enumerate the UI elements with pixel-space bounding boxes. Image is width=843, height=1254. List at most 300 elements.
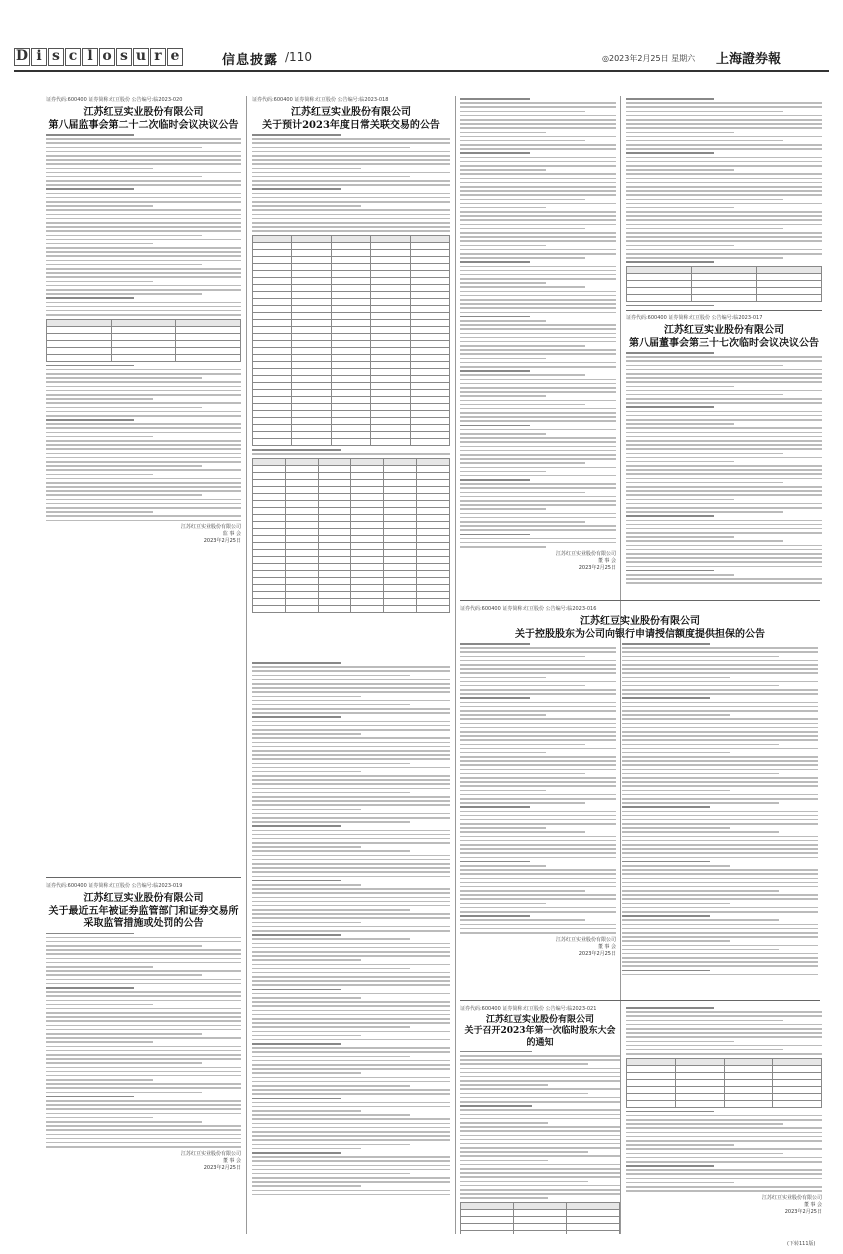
text-line: [460, 1126, 620, 1128]
text-line: [622, 651, 818, 653]
table-cell: [384, 514, 417, 521]
wordmark-letter: D: [15, 48, 29, 64]
text-line: [252, 1156, 450, 1158]
text-line: [622, 961, 818, 963]
table-row: [253, 235, 450, 242]
text-line: [460, 333, 616, 335]
text-line: [622, 831, 779, 833]
text-line: [626, 261, 714, 263]
table-cell: [384, 577, 417, 584]
table-cell: [675, 1100, 724, 1107]
text-line: [252, 767, 450, 769]
table-cell: [285, 542, 318, 549]
table-cell: [253, 270, 292, 277]
text-line: [460, 132, 546, 134]
text-line: [626, 157, 822, 159]
text-line: [252, 1177, 450, 1179]
text-line: [460, 1109, 620, 1111]
table-cell: [410, 340, 449, 347]
text-line: [460, 475, 616, 477]
text-line: [46, 983, 241, 985]
article-body: [46, 365, 241, 522]
signature-company: 江苏红豆实业股份有限公司: [761, 1194, 822, 1201]
text-line: [46, 1134, 241, 1136]
table-row: [253, 270, 450, 277]
table-cell: [292, 340, 331, 347]
table-cell: [318, 472, 351, 479]
text-line: [460, 1176, 620, 1178]
table-cell: [410, 277, 449, 284]
text-line: [626, 469, 822, 471]
wordmark-letter: u: [133, 48, 149, 66]
text-line: [460, 307, 616, 309]
text-line: [460, 1114, 620, 1116]
text-line: [252, 951, 450, 953]
text-line: [252, 1043, 341, 1045]
text-line: [252, 964, 450, 966]
table-cell: [567, 1216, 620, 1223]
text-line: [252, 201, 450, 203]
text-line: [46, 478, 241, 480]
text-line: [252, 151, 450, 153]
table-cell: [371, 326, 410, 333]
text-line: [622, 865, 730, 867]
text-line: [46, 151, 241, 153]
text-line: [626, 356, 822, 358]
text-line: [460, 919, 585, 921]
title-line: 关于预计2023年度日常关联交易的公告: [262, 119, 440, 131]
text-line: [460, 471, 546, 473]
data-table: [460, 1202, 620, 1234]
signature-body: 董 事 会: [597, 557, 616, 564]
text-line: [252, 922, 361, 924]
table-cell: [371, 319, 410, 326]
table-cell: [292, 333, 331, 340]
text-line: [460, 1122, 548, 1124]
table-cell: [461, 1230, 514, 1234]
table-cell: [253, 382, 292, 389]
table-cell: [371, 438, 410, 445]
text-line: [626, 152, 714, 154]
table-cell: [253, 291, 292, 298]
article-signature: [460, 937, 616, 958]
table-cell: [351, 465, 384, 472]
table-cell: [675, 1058, 724, 1065]
text-line: [252, 1093, 450, 1095]
text-line: [460, 1168, 620, 1170]
table-cell: [384, 570, 417, 577]
text-line: [46, 958, 241, 960]
table-row: [253, 535, 450, 542]
text-line: [46, 1121, 202, 1123]
article-body: [626, 98, 822, 263]
text-line: [460, 1147, 620, 1149]
table-cell: [410, 375, 449, 382]
article-meta: 证券代码:600400 证券简称:红豆股份 公告编号:临2023-021: [460, 1006, 597, 1012]
text-line: [622, 811, 818, 813]
text-line: [46, 1000, 241, 1002]
text-line: [460, 194, 616, 196]
table-cell: [384, 500, 417, 507]
text-line: [460, 861, 530, 863]
text-line: [460, 744, 585, 746]
text-line: [460, 1130, 620, 1132]
table-cell: [417, 577, 450, 584]
text-line: [626, 249, 822, 251]
text-line: [460, 257, 585, 259]
text-line: [460, 353, 616, 355]
table-cell: [253, 298, 292, 305]
text-line: [460, 928, 616, 930]
text-line: [46, 415, 241, 417]
text-line: [460, 831, 585, 833]
table-row: [253, 591, 450, 598]
text-line: [460, 207, 546, 209]
text-line: [626, 478, 822, 480]
table-cell: [371, 249, 410, 256]
table-cell: [253, 305, 292, 312]
text-line: [252, 842, 450, 844]
signature-date: 2023年2月25日: [784, 1208, 822, 1215]
table-cell: [253, 577, 286, 584]
text-line: [252, 1010, 450, 1012]
text-line: [46, 945, 202, 947]
text-line: [626, 127, 822, 129]
text-line: [252, 846, 361, 848]
table-cell: [371, 235, 410, 242]
text-line: [460, 111, 585, 113]
wordmark-letter: c: [65, 48, 81, 66]
text-line: [622, 940, 730, 942]
table-cell: [285, 500, 318, 507]
text-line: [252, 834, 450, 836]
text-line: [46, 188, 134, 190]
table-cell: [371, 340, 410, 347]
text-line: [252, 880, 341, 882]
text-line: [46, 474, 153, 476]
text-line: [46, 490, 241, 492]
text-line: [252, 679, 450, 681]
table-cell: [410, 326, 449, 333]
text-line: [460, 320, 546, 322]
text-line: [460, 668, 616, 670]
table-cell: [253, 479, 286, 486]
text-line: [46, 226, 241, 228]
table-cell: [253, 263, 292, 270]
text-line: [460, 764, 616, 766]
article-meta: 证券代码:600400 证券简称:红豆股份 公告编号:临2023-019: [46, 883, 183, 889]
table-cell: [351, 570, 384, 577]
table-row: [253, 479, 450, 486]
table-row: [253, 312, 450, 319]
text-line: [626, 123, 822, 125]
text-line: [460, 366, 616, 368]
table-cell: [410, 347, 449, 354]
wordmark-letter: s: [116, 48, 132, 66]
text-line: [252, 947, 450, 949]
text-line: [46, 147, 202, 149]
text-line: [46, 1108, 241, 1110]
text-line: [626, 570, 714, 572]
table-cell: [351, 556, 384, 563]
table-cell: [410, 354, 449, 361]
table-cell: [285, 535, 318, 542]
text-line: [46, 247, 241, 249]
article-separator: [46, 877, 241, 878]
text-line: [46, 1087, 241, 1089]
article-meta: 证券代码:600400 证券简称:红豆股份 公告编号:临2023-020: [46, 97, 183, 103]
table-row: [461, 1216, 620, 1223]
table-cell: [417, 507, 450, 514]
text-line: [626, 490, 822, 492]
text-line: [460, 219, 616, 221]
text-line: [626, 365, 783, 367]
table-row: [461, 1223, 620, 1230]
signature-date: 2023年2月25日: [578, 564, 616, 571]
text-line: [46, 520, 241, 522]
text-line: [460, 1105, 532, 1107]
article-board-resolution: [626, 314, 822, 598]
text-line: [622, 840, 818, 842]
text-line: [252, 788, 450, 790]
text-line: [252, 763, 410, 765]
table-cell: [351, 521, 384, 528]
title-line: 第八届监事会第二十二次临时会议决议公告: [48, 119, 239, 131]
article-body: [252, 449, 450, 455]
text-line: [460, 274, 616, 276]
text-line: [46, 1025, 241, 1027]
signature-date: 2023年2月25日: [203, 1164, 241, 1171]
text-line: [460, 1080, 620, 1082]
text-line: [46, 1083, 241, 1085]
text-line: [46, 1016, 241, 1018]
text-line: [622, 685, 779, 687]
text-line: [622, 777, 818, 779]
text-line: [460, 483, 616, 485]
text-line: [626, 253, 822, 255]
table-row: [253, 410, 450, 417]
text-line: [460, 542, 616, 544]
table-cell: [417, 563, 450, 570]
article-title: [46, 893, 241, 931]
table-cell: [410, 403, 449, 410]
text-line: [252, 1039, 450, 1041]
article-column: [622, 641, 818, 978]
table-cell: [461, 1223, 514, 1230]
table-cell: [773, 1058, 822, 1065]
text-line: [46, 1041, 153, 1043]
text-line: [252, 771, 361, 773]
text-line: [626, 211, 822, 213]
text-line: [460, 140, 585, 142]
text-line: [460, 1181, 588, 1183]
table-cell: [675, 1079, 724, 1086]
text-line: [252, 700, 450, 702]
text-line: [460, 702, 616, 704]
table-cell: [285, 493, 318, 500]
text-line: [46, 255, 241, 257]
text-line: [46, 494, 202, 496]
table-cell: [371, 242, 410, 249]
text-line: [460, 886, 616, 888]
article-body: [46, 134, 241, 316]
text-line: [622, 647, 818, 649]
data-table: [626, 1058, 822, 1108]
text-line: [46, 1054, 241, 1056]
text-line: [460, 136, 616, 138]
text-line: [460, 479, 530, 481]
text-line: [622, 660, 818, 662]
text-line: [626, 507, 822, 509]
text-line: [626, 457, 822, 459]
table-cell: [318, 542, 351, 549]
text-line: [622, 823, 818, 825]
table-cell: [331, 235, 370, 242]
text-line: [252, 897, 450, 899]
text-line: [46, 423, 241, 425]
table-cell: [331, 368, 370, 375]
table-cell: [371, 277, 410, 284]
table-cell: [417, 549, 450, 556]
table-cell: [675, 1093, 724, 1100]
table-cell: [292, 263, 331, 270]
text-line: [252, 209, 450, 211]
article-guarantee: [460, 605, 820, 995]
text-line: [46, 214, 241, 216]
table-cell: [253, 284, 292, 291]
text-line: [46, 1058, 241, 1060]
table-cell: [253, 375, 292, 382]
text-line: [46, 402, 241, 404]
text-line: [252, 729, 450, 731]
table-row: [253, 438, 450, 445]
table-row: [253, 472, 450, 479]
masthead-rule: [14, 70, 829, 72]
article-body: [622, 643, 818, 975]
text-line: [622, 945, 818, 947]
table-cell: [627, 280, 692, 287]
text-line: [252, 1051, 450, 1053]
text-line: [622, 861, 710, 863]
text-line: [252, 850, 410, 852]
text-line: [622, 974, 818, 976]
table-cell: [417, 542, 450, 549]
text-line: [460, 1118, 620, 1120]
text-line: [252, 1139, 450, 1141]
table-cell: [331, 319, 370, 326]
text-line: [460, 232, 616, 234]
continued-on-page-note: (下转111版): [787, 1241, 816, 1247]
text-line: [622, 869, 818, 871]
table-row: [253, 305, 450, 312]
text-line: [46, 142, 241, 144]
table-cell: [253, 340, 292, 347]
table-cell: [318, 577, 351, 584]
article-related-transactions-continued: [252, 660, 450, 1234]
table-cell: [292, 319, 331, 326]
table-cell: [410, 396, 449, 403]
text-line: [460, 693, 616, 695]
table-row: [253, 242, 450, 249]
text-line: [460, 169, 546, 171]
table-cell: [410, 382, 449, 389]
text-line: [626, 1161, 822, 1163]
text-line: [252, 1047, 450, 1049]
text-line: [252, 742, 450, 744]
table-row: [253, 507, 450, 514]
text-line: [626, 186, 822, 188]
table-row: [627, 1072, 822, 1079]
text-line: [460, 420, 616, 422]
text-line: [622, 697, 710, 699]
text-line: [622, 748, 818, 750]
text-line: [252, 1014, 450, 1016]
text-line: [460, 517, 616, 519]
text-line: [252, 838, 450, 840]
table-cell: [331, 375, 370, 382]
text-line: [46, 218, 241, 220]
table-cell: [371, 417, 410, 424]
text-line: [46, 515, 241, 517]
table-cell: [285, 570, 318, 577]
table-cell: [627, 273, 692, 280]
text-line: [46, 1046, 241, 1048]
text-line: [46, 205, 153, 207]
wordmark-letter: l: [82, 48, 98, 66]
table-cell: [253, 438, 292, 445]
table-cell: [331, 361, 370, 368]
article-body: [252, 134, 450, 232]
text-line: [460, 534, 530, 536]
table-cell: [461, 1209, 514, 1216]
text-line: [46, 507, 241, 509]
text-line: [626, 257, 783, 259]
text-line: [460, 1160, 548, 1162]
text-line: [46, 499, 241, 501]
text-line: [252, 813, 450, 815]
wordmark-letter: o: [99, 48, 115, 66]
table-cell: [331, 431, 370, 438]
text-line: [626, 194, 822, 196]
text-line: [46, 1037, 241, 1039]
text-line: [252, 1148, 361, 1150]
text-line: [622, 785, 818, 787]
text-line: [46, 966, 153, 968]
article-body: [46, 933, 241, 1148]
text-line: [626, 207, 734, 209]
text-line: [252, 959, 361, 961]
wordmark-letter: i: [31, 48, 47, 66]
text-line: [622, 836, 818, 838]
text-line: [252, 926, 450, 928]
table-cell: [675, 1072, 724, 1079]
table-cell: [253, 535, 286, 542]
text-line: [460, 1097, 620, 1099]
text-line: [460, 513, 616, 515]
text-line: [460, 106, 616, 108]
text-line: [626, 369, 822, 371]
table-cell: [253, 591, 286, 598]
text-line: [460, 924, 616, 926]
text-line: [46, 172, 241, 174]
text-line: [252, 222, 450, 224]
table-cell: [724, 1086, 773, 1093]
table-cell: [331, 417, 370, 424]
article-title: [252, 107, 450, 132]
table-cell: [292, 403, 331, 410]
text-line: [460, 211, 616, 213]
table-cell: [514, 1230, 567, 1234]
